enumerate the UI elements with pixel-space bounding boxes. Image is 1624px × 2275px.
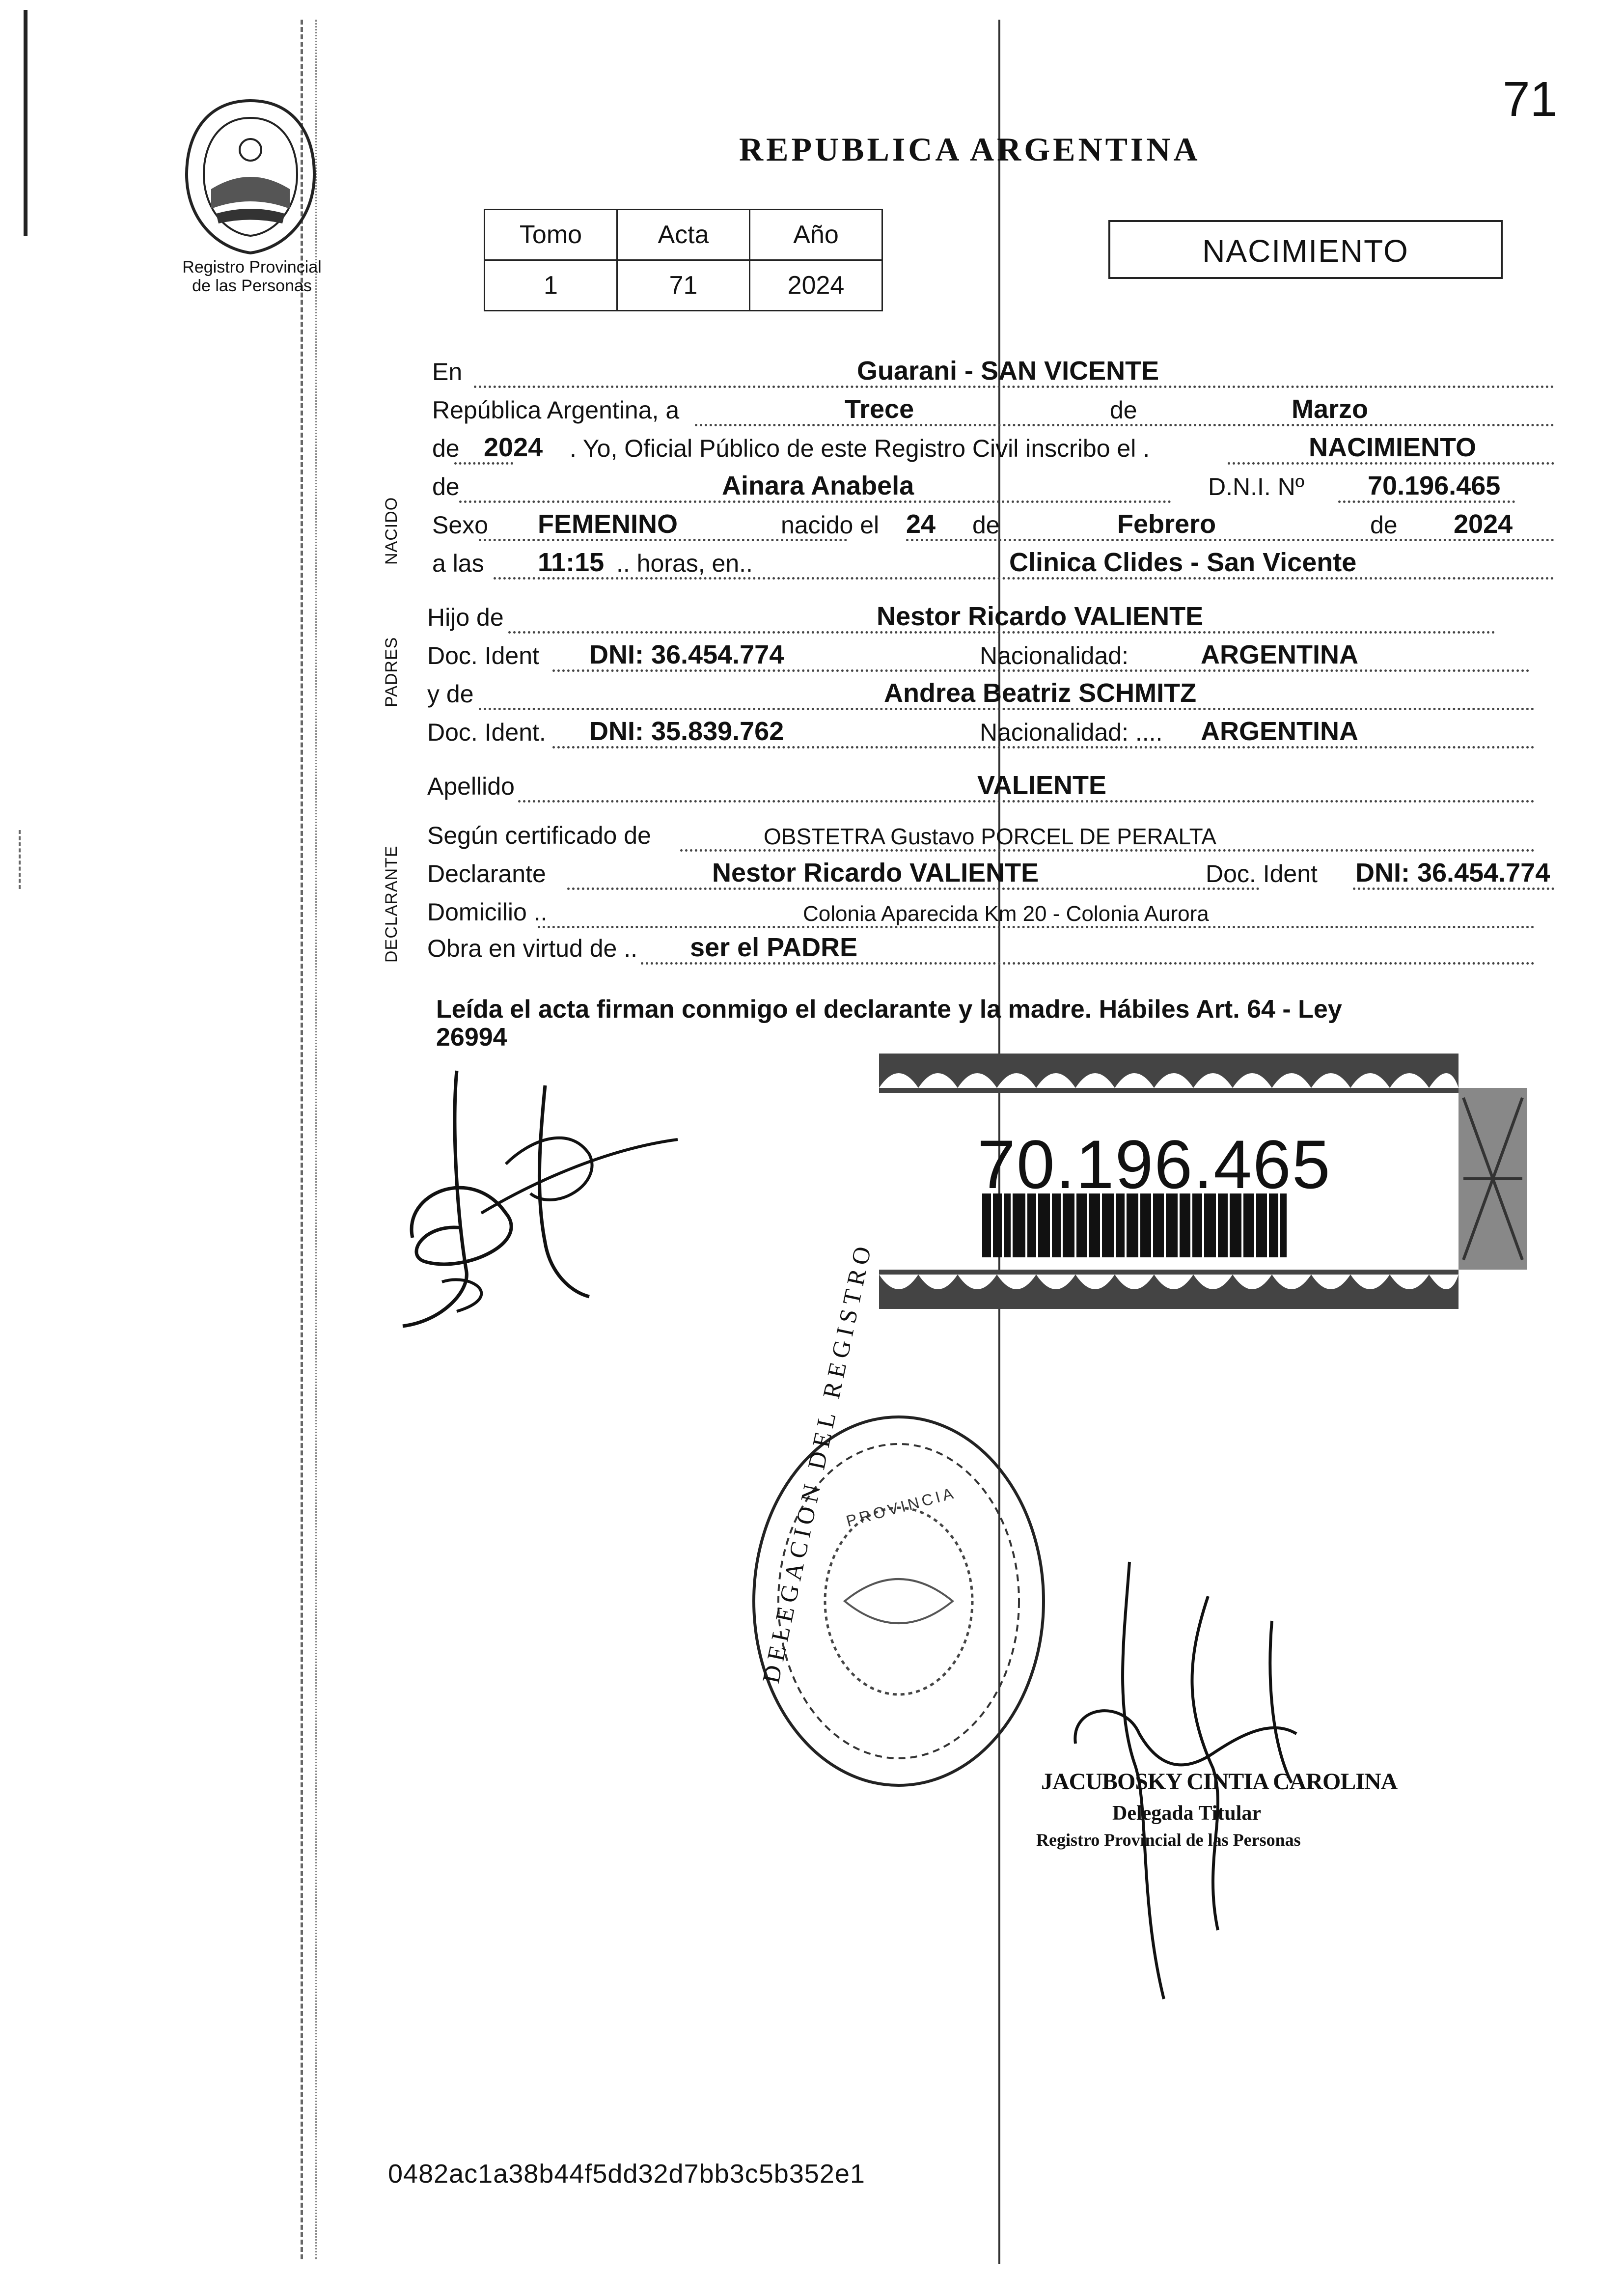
label-horas-en: .. horas, en.. [616,550,753,577]
label-declarante: Declarante [427,860,546,888]
value-lugar-nacimiento: Clinica Clides - San Vicente [1009,548,1357,577]
table-header-tomo: Tomo [485,210,617,260]
value-sexo: FEMENINO [538,509,678,539]
page-number: 71 [1503,72,1558,127]
value-padre-doc: DNI: 36.454.774 [589,640,784,669]
value-obra: ser el PADRE [690,933,858,962]
official-office: Registro Provincial de las Personas [1036,1830,1301,1850]
label-nacionalidad-2: Nacionalidad: .... [980,719,1163,746]
binding-dash-short [19,830,21,889]
seal-inner-text: PROVINCIA [844,1483,958,1530]
value-padre-nacionalidad: ARGENTINA [1201,640,1358,669]
label-apellido: Apellido [427,773,515,800]
doc-type-box: NACIMIENTO [1108,220,1503,279]
seal-ring-text: DELEGACION DEL REGISTRO [756,1239,878,1686]
label-de-5: de [1370,511,1398,539]
value-declarante-doc: DNI: 36.454.774 [1355,858,1550,888]
label-doc-ident: Doc. Ident [427,642,539,669]
table-header-acta: Acta [617,210,750,260]
table-value-acta: 71 [617,260,750,311]
value-dni: 70.196.465 [1368,471,1501,500]
row-domicilio [420,895,1554,929]
table-header-anio: Año [750,210,882,260]
side-label-nacido: NACIDO [382,497,401,565]
value-domicilio: Colonia Aparecida Km 20 - Colonia Aurora [803,902,1209,926]
value-mes: Marzo [1292,394,1369,424]
label-en: En [432,358,463,386]
row-anio [420,431,1554,466]
binding-edge-line [24,10,28,236]
label-segun-certificado: Según certificado de [427,822,651,849]
side-label-padres: PADRES [382,637,401,707]
value-nac-anio: 2024 [1454,509,1513,539]
value-madre-doc: DNI: 35.839.762 [589,717,784,746]
value-madre-nacionalidad: ARGENTINA [1201,717,1358,746]
value-nac-dia: 24 [906,509,936,539]
row-nombre [420,470,1554,504]
row-obra [420,931,1554,966]
text-yo-oficial: . Yo, Oficial Público de este Registro Civil inscribo el . [570,435,1150,462]
row-certificado [420,818,1554,853]
value-hora: 11:15 [538,548,605,577]
label-doc-ident-2: Doc. Ident. [427,719,546,746]
row-madre [420,677,1554,711]
row-republica [420,393,1554,427]
value-dia: Trece [845,394,914,424]
logo-caption-2: de las Personas [192,277,312,295]
row-en [420,355,1554,389]
binding-dash-line [301,20,303,2259]
value-nombre: Ainara Anabela [722,471,914,500]
value-madre: Andrea Beatriz SCHMITZ [884,678,1197,708]
value-lugar-inscripcion: Guarani - SAN VICENTE [857,356,1159,386]
label-dni: D.N.I. Nº [1208,473,1305,500]
footer-hash: 0482ac1a38b44f5dd32d7bb3c5b352e1 [388,2159,865,2189]
official-name: JACUBOSKY CINTIA CAROLINA [1041,1769,1398,1795]
value-acto: NACIMIENTO [1309,433,1477,462]
row-apellido [420,769,1554,804]
row-declarante [420,857,1554,891]
label-y-de: y de [427,680,474,708]
label-de-4: de [972,511,1000,539]
value-apellido: VALIENTE [977,771,1107,800]
binding-dash-line-2 [315,20,317,2259]
value-nac-mes: Febrero [1117,509,1216,539]
row-hora [420,546,1554,581]
label-de: de [1110,396,1137,424]
side-label-declarante: DECLARANTE [382,845,401,963]
barcode-number: 70.196.465 [977,1126,1331,1203]
row-sexo [420,508,1554,542]
table-value-tomo: 1 [485,260,617,311]
label-obra-en-virtud: Obra en virtud de .. [427,935,638,962]
registry-table [484,209,883,311]
row-madre-doc [420,715,1554,749]
value-declarante: Nestor Ricardo VALIENTE [712,858,1039,888]
label-doc-ident-3: Doc. Ident [1206,860,1318,888]
label-nacionalidad: Nacionalidad: [980,642,1129,669]
table-value-anio: 2024 [750,260,882,311]
province-logo [177,96,324,258]
official-role: Delegada Titular [1112,1802,1261,1825]
value-padre: Nestor Ricardo VALIENTE [877,602,1204,631]
label-domicilio: Domicilio .. [427,898,548,926]
label-a-las: a las [432,550,484,577]
label-republica: República Argentina, a [432,396,680,424]
closing-text-line-2: 26994 [436,1023,507,1052]
label-nacido-el: nacido el [781,511,880,539]
closing-text-line-1: Leída el acta firman conmigo el declarante y la madre. Hábiles Art. 64 - Ley [436,995,1342,1024]
row-padre-doc [420,638,1554,673]
logo-caption-1: Registro Provincial [182,258,322,277]
label-de-3: de [432,473,460,500]
value-certificado: OBSTETRA Gustavo PORCEL DE PERALTA [764,824,1216,849]
row-padre [420,600,1554,635]
label-hijo-de: Hijo de [427,604,504,631]
label-de-2: de [432,435,460,462]
value-anio: 2024 [484,433,543,462]
label-sexo: Sexo [432,511,488,539]
page-title: REPUBLICA ARGENTINA [739,131,1201,168]
declarant-signature [383,1066,688,1331]
